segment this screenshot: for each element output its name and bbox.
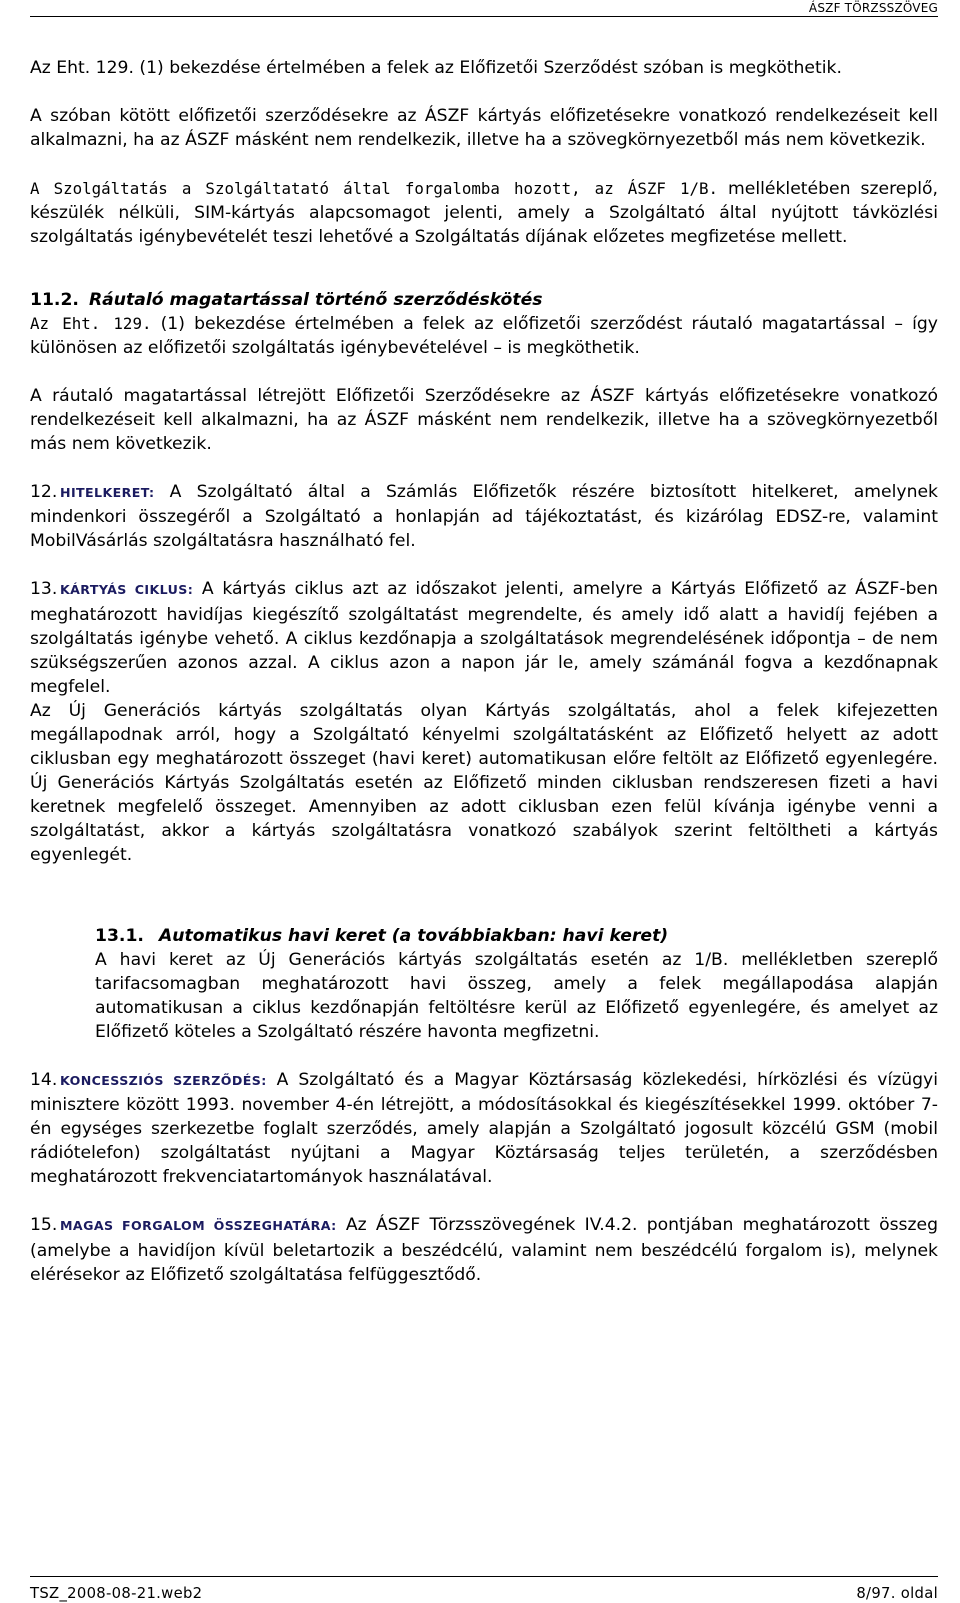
section-11-2-number: 11.2. xyxy=(30,289,79,310)
definition-kartyas-ciklus xyxy=(30,577,938,698)
definition-13-number: 13. xyxy=(30,579,58,600)
paragraph-havi-keret: A havi keret az Új Generációs kártyás szolgáltatás esetén az 1/B. mellékletben szereplő tarifacsomagban meghatározott havi összeg, amely a felek megállapodása alapján automatikusan a ciklus kezdőnapján feltöltésre kerül az Előfizető egyenlegére, és amelyet az Előfizető köteles a Szolgáltató részére havonta megfizetni. xyxy=(95,949,938,1042)
section-13-1-number: 13.1. xyxy=(95,925,144,946)
paragraph-service-definition xyxy=(30,177,938,249)
definition-12-term: HITELKERET: xyxy=(60,485,155,501)
footer-document-id: TSZ_2008-08-21.web2 xyxy=(30,1585,203,1602)
document-body xyxy=(30,56,938,1287)
definition-hitelkeret xyxy=(30,480,938,553)
implied-conduct-mono: Az Eht. 129. xyxy=(30,313,152,333)
definition-12-number: 12. xyxy=(30,482,58,503)
paragraph-oral-contracts: A szóban kötött előfizetői szerződésekre az ÁSZF kártyás előfizetésekre vonatkozó rendelkezéseit kell alkalmazni, ha az ÁSZF másként nem rendelkezik, illetve ha a szövegkörnyezetből más nem következik. xyxy=(30,106,938,151)
paragraph-implied-contracts: A ráutaló magatartással létrejött Előfizetői Szerződésekre az ÁSZF kártyás előfizetésekre vonatkozó rendelkezéseit kell alkalmazni, ha az ÁSZF másként nem rendelkezik, illetve ha a szövegkörnyezetből más nem következik. xyxy=(30,385,938,455)
section-13-1-title: Automatikus havi keret (a továbbiakban: havi keret) xyxy=(159,925,669,946)
definition-15-text: Az ÁSZF Törzsszövegének IV.4.2. pontjában meghatározott összeg (amelybe a havidíjon kívül beletartozik a beszédcélú, valamint nem beszédcélú forgalom is), melynek elérésekor az Előfizető szolgáltatása felfüggesztődő. xyxy=(30,1215,939,1285)
definition-12-text: A Szolgáltató által a Számlás Előfizetők részére biztosított hitelkeret, amelynek mindenkori összegéről a Szolgáltató a honlapján ad tájékoztatást, és kizárólag EDSZ-re, valamint MobilVásárlás szolgáltatásra használható fel. xyxy=(30,482,938,552)
footer-page-number: 8/97. oldal xyxy=(856,1585,938,1602)
definition-14-text: A Szolgáltató és a Magyar Köztársaság közlekedési, hírközlési és vízügyi minisztere között 1993. november 4-én létrejött, a módosításokkal és kiegészítésekkel 1999. október 7-én egységes szerkezetbe foglalt szerződés, amely alapján a Szolgáltató jogosult közcélú GSM (mobil rádiótelefon) szolgáltatást nyújtani a Magyar Köztársaság teljes területén, a szerződésben meghatározott frekvenciatartományok használatával. xyxy=(30,1070,938,1188)
definition-koncesszios xyxy=(30,1068,938,1189)
definition-magas-forgalom xyxy=(30,1213,938,1286)
definition-14-term: KONCESSZIÓS SZERZŐDÉS: xyxy=(60,1073,267,1088)
section-13-1-heading xyxy=(30,924,938,948)
paragraph-implied-conduct xyxy=(30,312,938,360)
definition-13-term: KÁRTYÁS CIKLUS: xyxy=(60,582,194,598)
header-title: ÁSZF TÖRZSSZÖVEG xyxy=(808,1,938,15)
section-11-2-heading xyxy=(30,288,938,312)
service-definition-rest: mellékletében szereplő, készülék nélküli, SIM-kártyás alapcsomagot jelenti, amely a Szolgáltató által nyújtott távközlési szolgáltatás igénybevételét teszi lehetővé a Szolgáltatás díjának előzetes megfizetése mellett. xyxy=(30,179,938,248)
section-11-2-title: Ráutaló magatartással történő szerződéskötés xyxy=(88,289,543,310)
definition-15-number: 15. xyxy=(30,1215,58,1236)
paragraph-eht-oral: Az Eht. 129. (1) bekezdése értelmében a felek az Előfizetői Szerződést szóban is megköthetik. xyxy=(30,58,842,78)
definition-15-term: MAGAS FORGALOM ÖSSZEGHATÁRA: xyxy=(60,1218,337,1234)
paragraph-uj-generacios: Az Új Generációs kártyás szolgáltatás olyan Kártyás szolgáltatás, ahol a felek kifejezetten megállapodnak arról, hogy a Szolgáltató kényelmi szolgáltatásként az Előfizető helyett az adott ciklusban egy meghatározott összeget (havi keret) automatikusan előre feltölt az Előfizető egyenlegére. Új Generációs Kártyás Szolgáltatás esetén az Előfizető minden ciklusban rendszeresen fizeti a havi keretnek megfelelő összeget. Amennyiben az adott ciklusban ezen felül kívánja igénybe venni a szolgáltatást, akkor a kártyás szolgáltatásra vonatkozó szabályok szerint feltöltheti a kártyás egyenlegét. xyxy=(30,700,938,866)
page-header xyxy=(30,0,938,17)
page-footer xyxy=(30,1576,938,1603)
definition-13-text: A kártyás ciklus azt az időszakot jelenti, amelyre a Kártyás Előfizető az ÁSZF-ben meghatározott havidíjas kiegészítő szolgáltatást megrendelte, és amely idő alatt a havidíj fejében a szolgáltatás igénybe vehető. A ciklus kezdőnapja a szolgáltatások megrendelésének időpontja – de nem szükségszerűen azonos azzal. A ciklus azon a napon jár le, amely számánál fogva a kezdőnapnak megfelel. xyxy=(30,579,938,697)
implied-conduct-rest: (1) bekezdése értelmében a felek az előfizetői szerződést ráutaló magatartással – így különösen az előfizetői szolgáltatás igénybevételével – is megköthetik. xyxy=(30,313,938,358)
definition-14-number: 14. xyxy=(30,1070,58,1090)
service-definition-mono: A Szolgáltatás a Szolgáltatató által forgalomba hozott, az ÁSZF 1/B. xyxy=(30,179,718,199)
